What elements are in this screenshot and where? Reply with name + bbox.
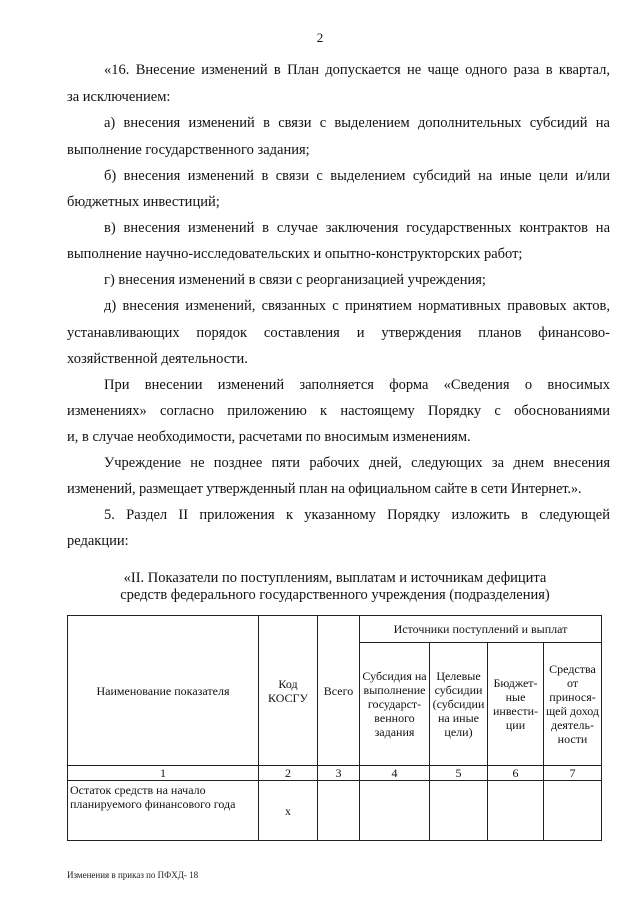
row-cell xyxy=(318,781,360,841)
column-number: 3 xyxy=(318,766,360,781)
table-row xyxy=(68,781,602,841)
header-subsidy-task: Субсидия на выполнение государст-венного задания xyxy=(360,643,430,766)
paragraph-line: г) внесения изменений в связи с реорганизацией учреждения; xyxy=(104,272,486,288)
header-target-subsidy: Целевые субсидии (субсидии на иные цели) xyxy=(430,643,488,766)
column-number: 5 xyxy=(430,766,488,781)
paragraph-line: выполнение научно-исследовательских и опытно-конструкторских работ; xyxy=(67,246,523,262)
paragraph-line: устанавливающих порядок составления и утверждения планов финансово- xyxy=(67,325,610,341)
paragraph-line: изменений, размещает утвержденный план на официальном сайте в сети Интернет.». xyxy=(67,481,582,497)
paragraph-line: 5. Раздел II приложения к указанному Порядку изложить в следующей xyxy=(104,507,610,523)
paragraph-line: редакции: xyxy=(67,533,129,549)
header-income-activity: Средства от принося-щей доход деятель-ности xyxy=(544,643,602,766)
paragraph-line: б) внесения изменений в связи с выделением субсидий на иные цели и/или xyxy=(104,168,610,184)
paragraph-line: Учреждение не позднее пяти рабочих дней, следующих за днем внесения xyxy=(104,455,610,471)
header-total: Всего xyxy=(318,616,360,766)
column-number: 2 xyxy=(259,766,318,781)
section-title: средств федерального государственного учреждения (подразделения) xyxy=(120,587,550,603)
footer-note: Изменения в приказ по ПФХД- 18 xyxy=(67,870,199,880)
row-cell xyxy=(544,781,602,841)
row-cell xyxy=(488,781,544,841)
header-indicator-name: Наименование показателя xyxy=(68,616,259,766)
paragraph-line: за исключением: xyxy=(67,89,171,105)
paragraph-line: изменениях» согласно приложению к настоящему Порядку с обоснованиями xyxy=(67,403,610,419)
row-cell xyxy=(360,781,430,841)
paragraph-line: а) внесения изменений в связи с выделением дополнительных субсидий на xyxy=(104,115,610,131)
column-number: 4 xyxy=(360,766,430,781)
paragraph-line: выполнение государственного задания; xyxy=(67,142,310,158)
paragraph-line: хозяйственной деятельности. xyxy=(67,351,248,367)
paragraph-line: и, в случае необходимости, расчетами по вносимым изменениям. xyxy=(67,429,471,445)
row-cell xyxy=(430,781,488,841)
header-sources-group: Источники поступлений и выплат xyxy=(360,616,602,643)
header-kosgu: Код КОСГУ xyxy=(259,616,318,766)
page-number: 2 xyxy=(316,30,324,45)
header-budget-investment: Бюджет-ные инвести-ции xyxy=(488,643,544,766)
paragraph-line: бюджетных инвестиций; xyxy=(67,194,220,210)
row-kosgu: x xyxy=(259,781,318,841)
paragraph-line: д) внесения изменений, связанных с принятием нормативных правовых актов, xyxy=(104,298,610,314)
column-number: 7 xyxy=(544,766,602,781)
paragraph-line: в) внесения изменений в случае заключения государственных контрактов на xyxy=(104,220,610,236)
paragraph-line: При внесении изменений заполняется форма «Сведения о вносимых xyxy=(104,377,610,393)
row-indicator-name: Остаток средств на начало планируемого финансового года xyxy=(68,781,259,841)
paragraph-line: «16. Внесение изменений в План допускается не чаще одного раза в квартал, xyxy=(104,62,610,78)
section-title: «II. Показатели по поступлениям, выплатам и источникам дефицита xyxy=(123,570,547,586)
column-number: 1 xyxy=(68,766,259,781)
column-number: 6 xyxy=(488,766,544,781)
indicators-table xyxy=(67,615,602,841)
